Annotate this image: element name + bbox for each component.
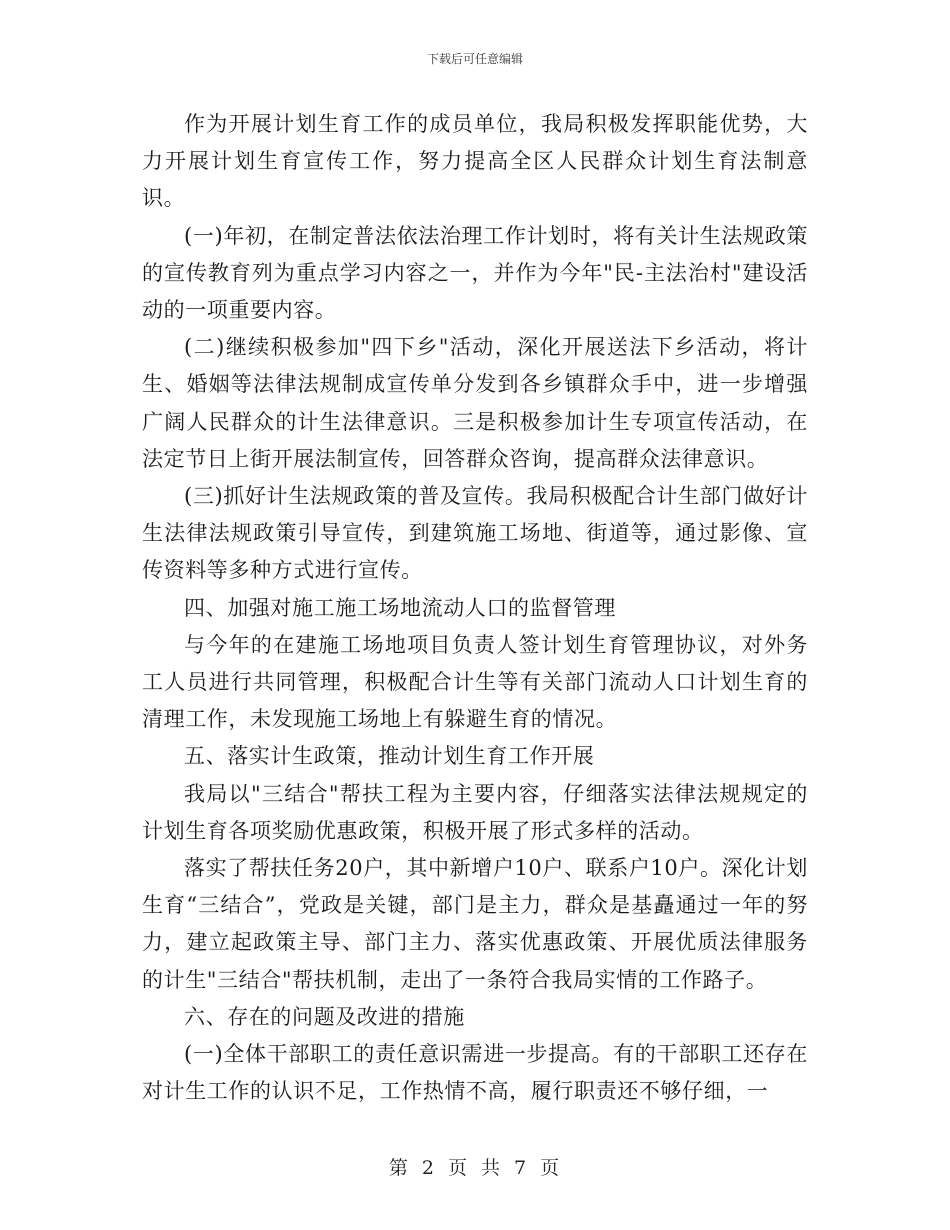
section-heading: 六、存在的问题及改进的措施: [184, 1004, 465, 1029]
section-heading: 五、落实计生政策，推动计划生育工作开展: [184, 744, 595, 769]
paragraph: (二)继续积极参加"四下乡"活动，深化开展送法下乡活动，将计生、婚姻等法律法规制成宣传单分发到各乡镇群众手中，进一步增强广阔人民群众的计生法律意识。三是积极参加计生专项宣传活动，在法定节日上街开展法制宣传，回答群众咨询，提高群众法律意识。: [142, 335, 808, 471]
page-header: 下载后可任意编辑: [426, 52, 523, 66]
paragraph: 作为开展计划生育工作的成员单位，我局积极发挥职能优势，大力开展计划生育宣传工作，努力提高全区人民群众计划生育法制意识。: [142, 112, 808, 211]
paragraph: 与今年的在建施工场地项目负责人签计划生育管理协议，对外务工人员进行共同管理，积极配合计生等有关部门流动人口计划生育的清理工作，未发现施工场地上有躲避生育的情况。: [142, 632, 808, 732]
paragraph: (一)年初，在制定普法依法治理工作计划时，将有关计生法规政策的宣传教育列为重点学习内容之一，并作为今年"民-主法治村"建设活动的一项重要内容。: [142, 223, 808, 323]
paragraph: (三)抓好计生法规政策的普及宣传。我局积极配合计生部门做好计生法律法规政策引导宣传，到建筑施工场地、街道等，通过影像、宣传资料等多种方式进行宣传。: [142, 484, 808, 583]
paragraph: (一)全体干部职工的责任意识需进一步提高。有的干部职工还存在对计生工作的认识不足，工作热情不高，履行职责还不够仔细，一: [142, 1042, 808, 1104]
document-body: [142, 106, 808, 1110]
section-heading: 四、加强对施工施工场地流动人口的监督管理: [184, 595, 616, 620]
page-number: 第 2 页 共 7 页: [388, 1157, 562, 1179]
paragraph: 落实了帮扶任务20户，其中新增户10户、联系户10户。深化计划生育“三结合”，党政是关键，部门是主力，群众是基矗通过一年的努力，建立起政策主导、部门主力、落实优惠政策、开展优质法律服务的计生"三结合"帮扶机制，走出了一条符合我局实情的工作路子。: [142, 856, 808, 992]
paragraph: 我局以"三结合"帮扶工程为主要内容，仔细落实法律法规规定的计划生育各项奖励优惠政策，积极开展了形式多样的活动。: [142, 781, 808, 843]
